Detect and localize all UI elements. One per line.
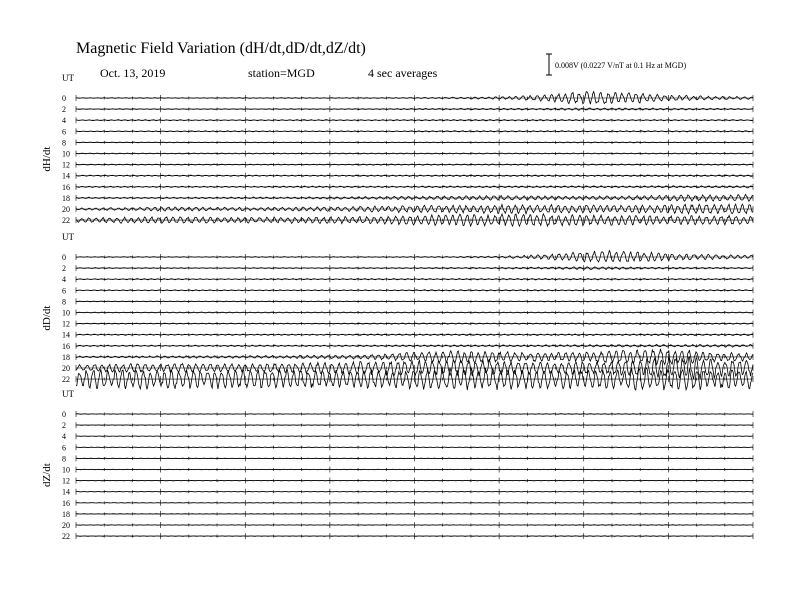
trace-label: 16: [62, 498, 70, 508]
panel-1: [41, 232, 753, 390]
scale-bar: [546, 54, 552, 75]
panels-group: [41, 73, 753, 541]
trace-label: 20: [62, 364, 70, 373]
station-label: station=MGD: [248, 66, 315, 80]
trace-label: 4: [62, 116, 66, 126]
trace-label: 12: [62, 319, 70, 329]
trace-label: 10: [62, 465, 70, 475]
trace-label: 4: [62, 275, 66, 285]
trace-label: 8: [62, 454, 66, 464]
component-label: dZ/dt: [41, 463, 53, 487]
trace-label: 14: [62, 487, 70, 497]
trace-label: 6: [62, 443, 66, 453]
trace-label: 10: [62, 149, 70, 159]
trace-label: 16: [62, 182, 70, 192]
trace-label: 0: [62, 253, 66, 262]
trace-label: 14: [62, 171, 70, 181]
trace-label: 22: [62, 532, 70, 542]
trace-label: 2: [62, 421, 66, 431]
trace-label: 18: [62, 193, 70, 203]
panel-0: [41, 73, 753, 226]
averaging-label: 4 sec averages: [368, 66, 438, 80]
chart-title: Magnetic Field Variation (dH/dt,dD/dt,dZ/dt): [76, 40, 366, 57]
trace-label: 12: [62, 160, 70, 170]
date-label: Oct. 13, 2019: [100, 66, 166, 80]
trace-label: 18: [62, 509, 70, 519]
trace-label: 22: [62, 216, 70, 226]
panel-2: [41, 389, 753, 541]
ut-label: UT: [62, 389, 74, 399]
scale-note: 0.008V (0.0227 V/nT at 0.1 Hz at MGD): [555, 61, 687, 70]
trace-label: 20: [62, 521, 70, 530]
trace-label: 10: [62, 308, 70, 318]
trace-label: 8: [62, 138, 66, 148]
component-label: dH/dt: [41, 146, 53, 172]
trace-label: 0: [62, 94, 66, 103]
trace-label: 22: [62, 375, 70, 385]
trace-label: 2: [62, 105, 66, 115]
trace-label: 0: [62, 410, 66, 419]
trace-label: 20: [62, 205, 70, 214]
trace-label: 14: [62, 330, 70, 340]
component-label: dD/dt: [41, 305, 53, 331]
trace-label: 12: [62, 476, 70, 486]
trace-label: 4: [62, 432, 66, 442]
ut-label: UT: [62, 73, 74, 83]
trace-label: 2: [62, 264, 66, 274]
trace-label: 18: [62, 352, 70, 362]
trace-line: [76, 536, 753, 537]
trace-label: 16: [62, 341, 70, 351]
trace-label: 6: [62, 127, 66, 137]
ut-label: UT: [62, 232, 74, 242]
trace-label: 8: [62, 297, 66, 307]
trace-label: 6: [62, 286, 66, 296]
